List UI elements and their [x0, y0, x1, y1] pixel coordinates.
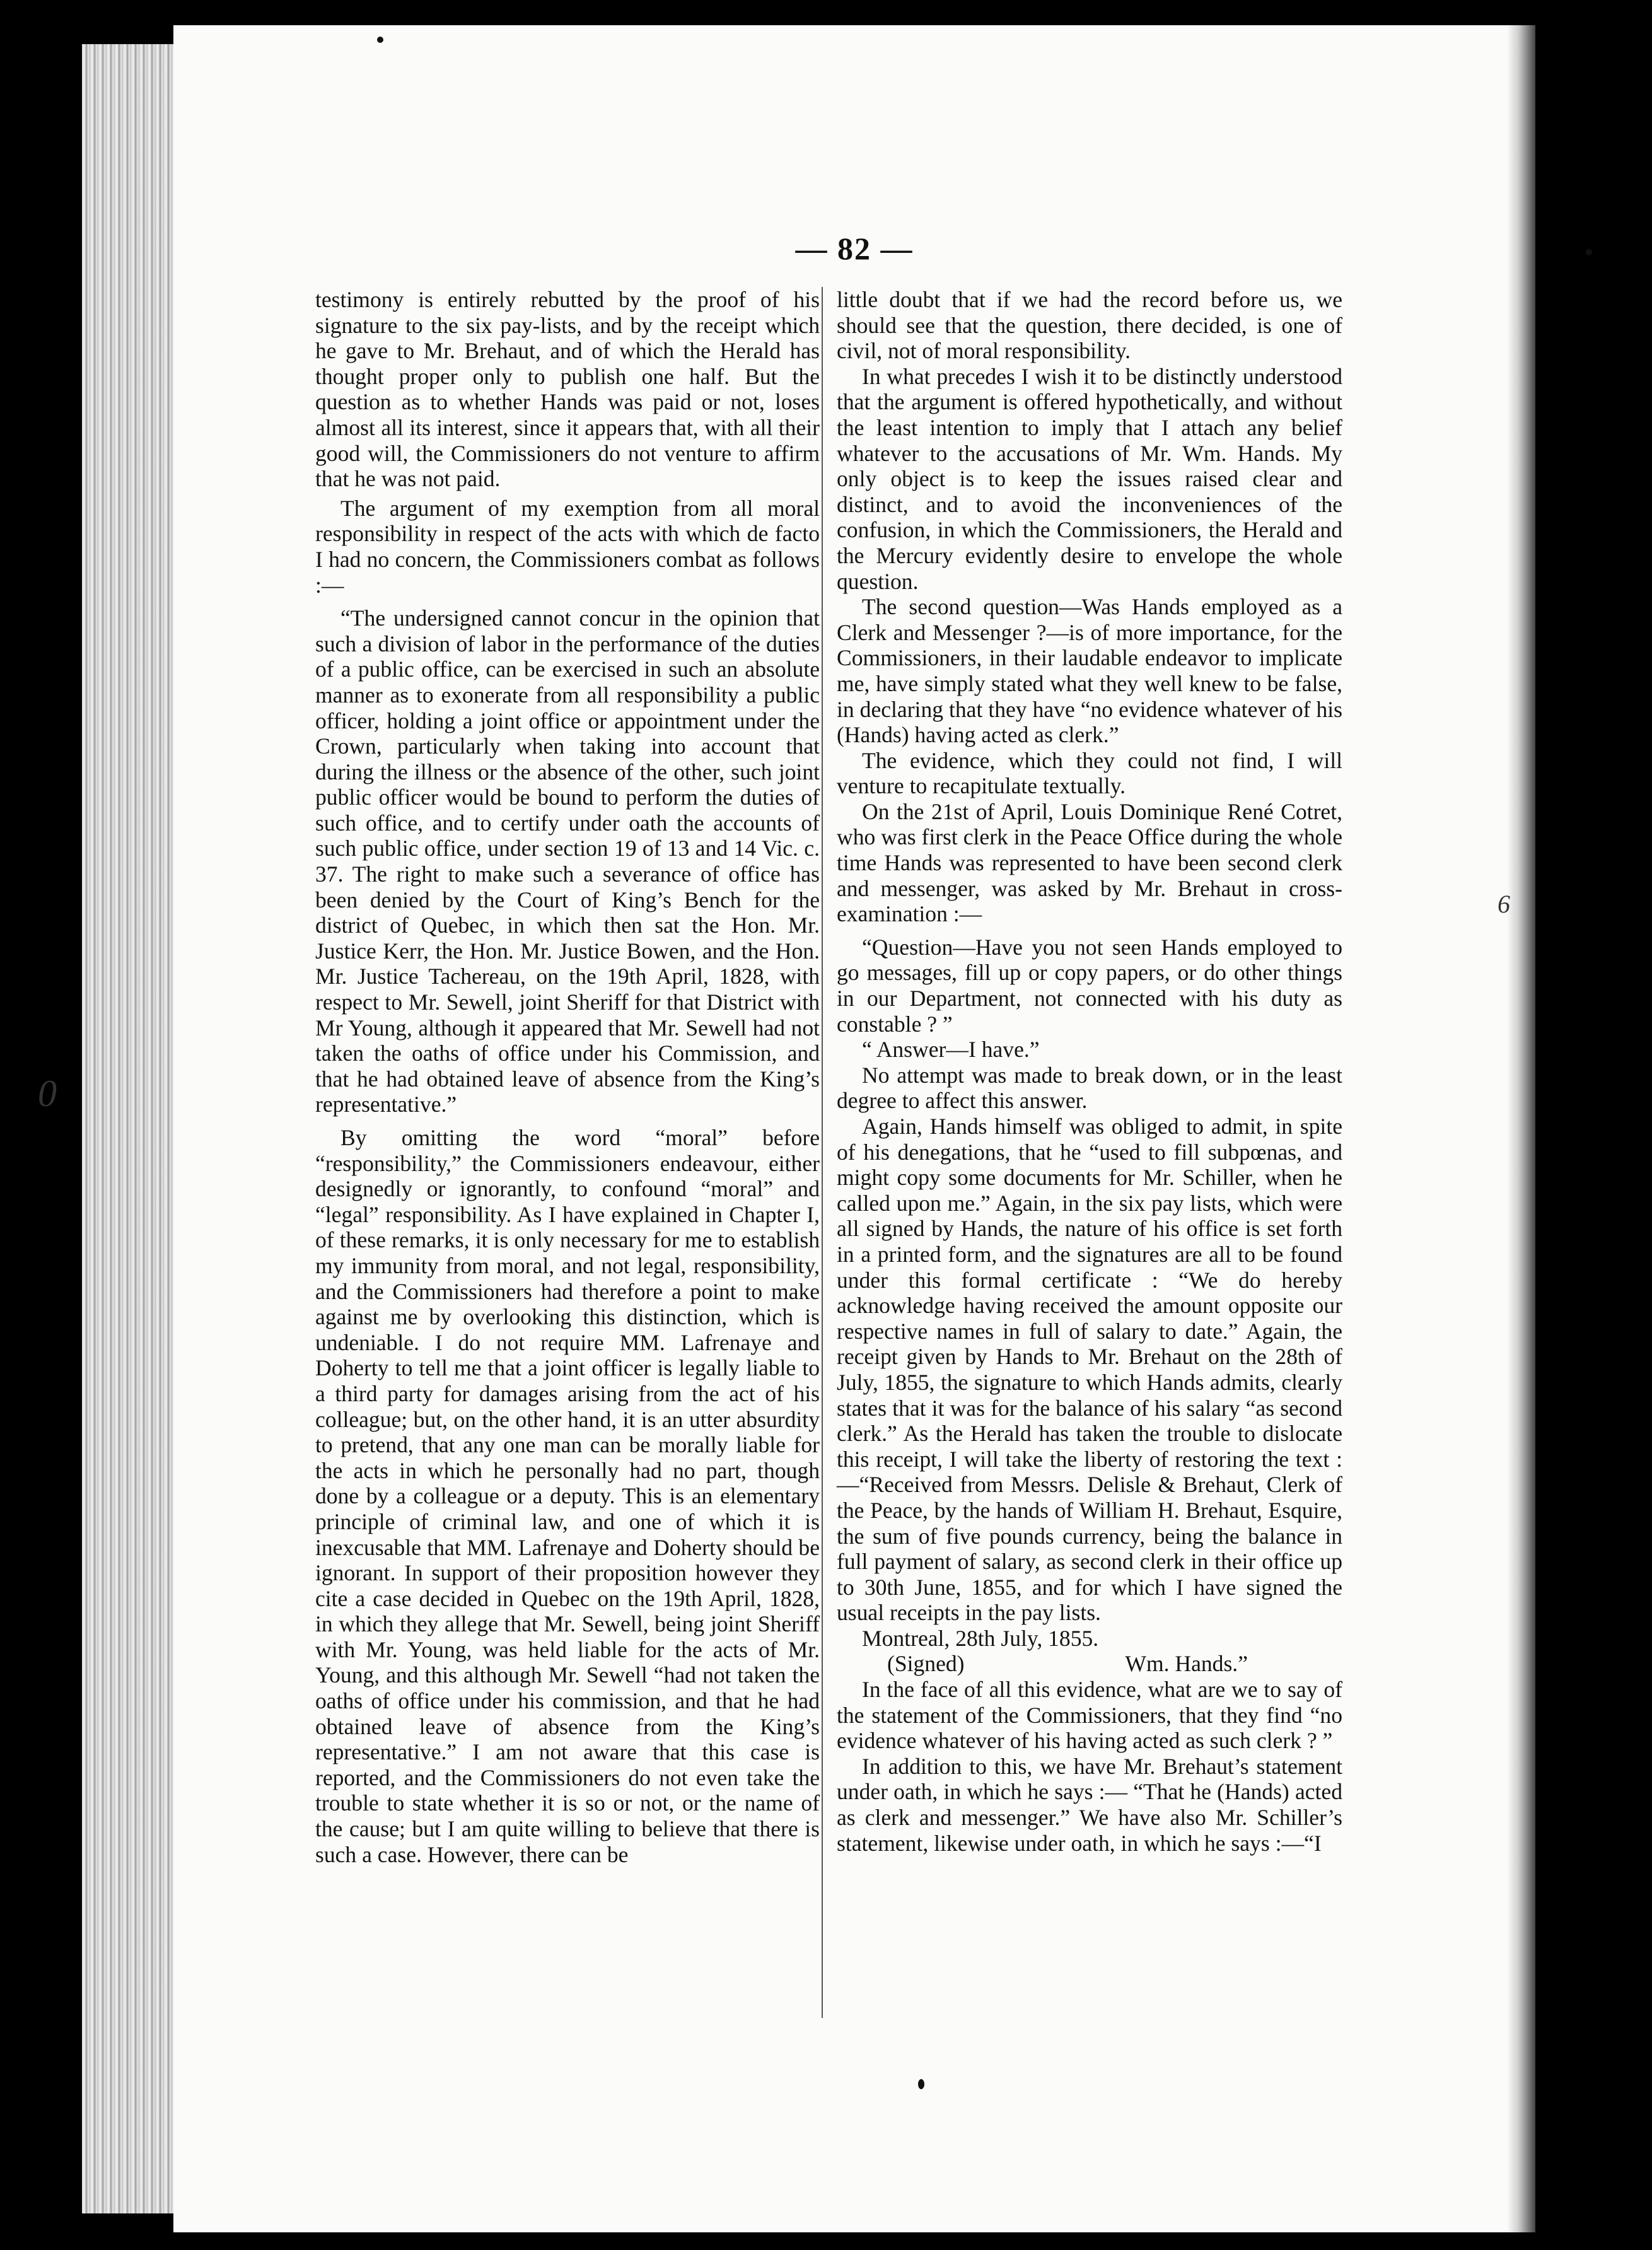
paragraph: The argument of my exemption from all moral responsibility in respect of the acts with which de facto I had no concern, the Commissioners combat as follows :— — [315, 495, 820, 598]
paragraph: The evidence, which they could not find, I will venture to recapitulate textually. — [837, 747, 1342, 799]
margin-mark-right: 6 — [1498, 890, 1510, 918]
quoted-paragraph: “The undersigned cannot concur in the opinion that such a division of labor in the performance of the duties of a public office, can be exercised in such an absolute manner as to exonerate from all responsibility a public officer, holding a joint office or appointment under the Crown, particularly when taking into account that during the illness or the absence of the other, such joint public officer would be bound to perform the duties of such office, and to certify under oath the accounts of such public office, under section 19 of 13 and 14 Vic. c. 37. The right to make such a severance of office has been denied by the Court of King’s Bench for the district of Quebec, in which then sat the Hon. Mr. Justice Kerr, the Hon. Mr. Justice Bowen, and the Hon. Mr. Justice Tachereau, on the 19th April, 1828, with respect to Mr. Sewell, joint Sheriff for that District with Mr Young, although it appeared that Mr. Sewell had not taken the oaths of office under his Commission, and that he had obtained leave of absence from the King’s representative.” — [315, 605, 820, 1117]
paragraph: little doubt that if we had the record before us, we should see that the question, there decided, is one of civil, not of moral responsibility. — [837, 287, 1342, 364]
paragraph: By omitting the word “moral” before “responsibility,” the Commissioners endeavour, either designedly or ignorantly, to confound “moral” and “legal” responsibility. As I have explained in Chapter I, of these remarks, it is only necessary for me to establish my immunity from moral, and not legal, responsibility, and the Commissioners had therefore a point to make against me by overlooking this distinction, which is undeniable. I do not require MM. Lafrenaye and Doherty to tell me that a joint officer is legally liable to a third party for damages arising from the act of his colleague; but, on the other hand, it is an utter absurdity to pretend, that any one man can be morally liable for the acts in which he personally had no part, though done by a colleague or a deputy. This is an elementary principle of criminal law, and one of which it is inexcusable that MM. Lafrenaye and Doherty should be ignorant. In support of their proposition however they cite a case decided in Quebec on the 19th April, 1828, in which they allege that Mr. Sewell, being joint Sheriff with Mr. Young, was held liable for the acts of Mr. Young, and this although Mr. Sewell “had not taken the oaths of office under his commission, and that he had obtained leave of absence from the King’s representative.” I am not aware that this case is reported, and the Commissioners do not even take the trouble to state whether it is so or not, or the name of the cause; but I am quite willing to believe that there is such a case. However, there can be — [315, 1125, 820, 1867]
column-divider — [822, 287, 823, 2018]
dateline: Montreal, 28th July, 1855. — [862, 1625, 1099, 1651]
quoted-paragraph: “ Answer—I have.” — [862, 1037, 1040, 1063]
signature-line — [837, 1651, 1342, 1677]
document-page — [173, 25, 1535, 2232]
left-column — [315, 287, 820, 1867]
page-right-shadow — [1507, 25, 1535, 2232]
signed-label: (Signed) — [887, 1651, 965, 1677]
right-column — [837, 287, 1342, 1856]
paragraph: No attempt was made to break down, or in the least degree to affect this answer. — [837, 1062, 1342, 1114]
page-number: — 82 — — [795, 231, 914, 266]
book-page-edges — [82, 44, 177, 2213]
signatory-name: Wm. Hands.” — [1125, 1651, 1248, 1677]
paragraph: In the face of all this evidence, what are we to say of the statement of the Commissioners, that they find “no evidence whatever of his having acted as such clerk ? ” — [837, 1677, 1342, 1754]
print-speck — [918, 2079, 924, 2089]
paragraph: On the 21st of April, Louis Dominique René Cotret, who was first clerk in the Peace Office during the whole time Hands was represented to have been second clerk and messenger, was asked by Mr. Brehaut in cross-examination :— — [837, 798, 1342, 927]
print-speck — [1586, 249, 1592, 255]
paragraph: The second question—Was Hands employed as a Clerk and Messenger ?—is of more importance, for the Commissioners, in their laudable endeavor to implicate me, have simply stated what they well knew to be false, in declaring that they have “no evidence whatever of his (Hands) having acted as clerk.” — [837, 594, 1342, 748]
paragraph: testimony is entirely rebutted by the proof of his signature to the six pay-lists, and by the receipt which he gave to Mr. Brehaut, and of which the Herald has thought proper only to publish one half. But the question as to whether Hands was paid or not, loses almost all its interest, since it appears that, with all their good will, the Commissioners do not venture to affirm that he was not paid. — [315, 287, 820, 492]
quoted-paragraph: “Question—Have you not seen Hands employed to go messages, fill up or copy papers, or do other things in our Department, not connected with his duty as constable ? ” — [837, 934, 1342, 1037]
paragraph: In addition to this, we have Mr. Brehaut’s statement under oath, in which he says :— “That he (Hands) acted as clerk and messenger.” We have also Mr. Schiller’s statement, likewise under oath, in which he says :—“I — [837, 1753, 1342, 1856]
paragraph: In what precedes I wish it to be distinctly understood that the argument is offered hypothetically, and without the least intention to imply that I attach any belief whatever to the accusations of Mr. Wm. Hands. My only object is to keep the issues raised clear and distinct, and to avoid the inconveniences of the confusion, in which the Commissioners, the Herald and the Mercury evidently desire to envelope the whole question. — [837, 363, 1342, 594]
paragraph: Again, Hands himself was obliged to admit, in spite of his denegations, that he “used to fill subpœnas, and might copy some documents for Mr. Schiller, when he called upon me.” Again, in the six pay lists, which were all signed by Hands, the nature of his office is set forth in a printed form, and the signatures are all to be found under this formal certificate : “We do hereby acknowledge having received the amount opposite our respective names in full of salary to date.” Again, the receipt given by Hands to Mr. Brehaut on the 28th of July, 1855, the signature to which Hands admits, clearly states that it was for the balance of his salary “as second clerk.” As the Herald has taken the trouble to dislocate this receipt, I will take the liberty of restoring the text :—“Received from Messrs. Delisle & Brehaut, Clerk of the Peace, by the hands of William H. Brehaut, Esquire, the sum of five pounds currency, being the balance in full payment of salary, as second clerk in their office up to 30th June, 1855, and for which I have signed the usual receipts in the pay lists. — [837, 1114, 1342, 1626]
print-speck — [377, 37, 383, 43]
margin-mark-left: 0 — [38, 1073, 57, 1114]
